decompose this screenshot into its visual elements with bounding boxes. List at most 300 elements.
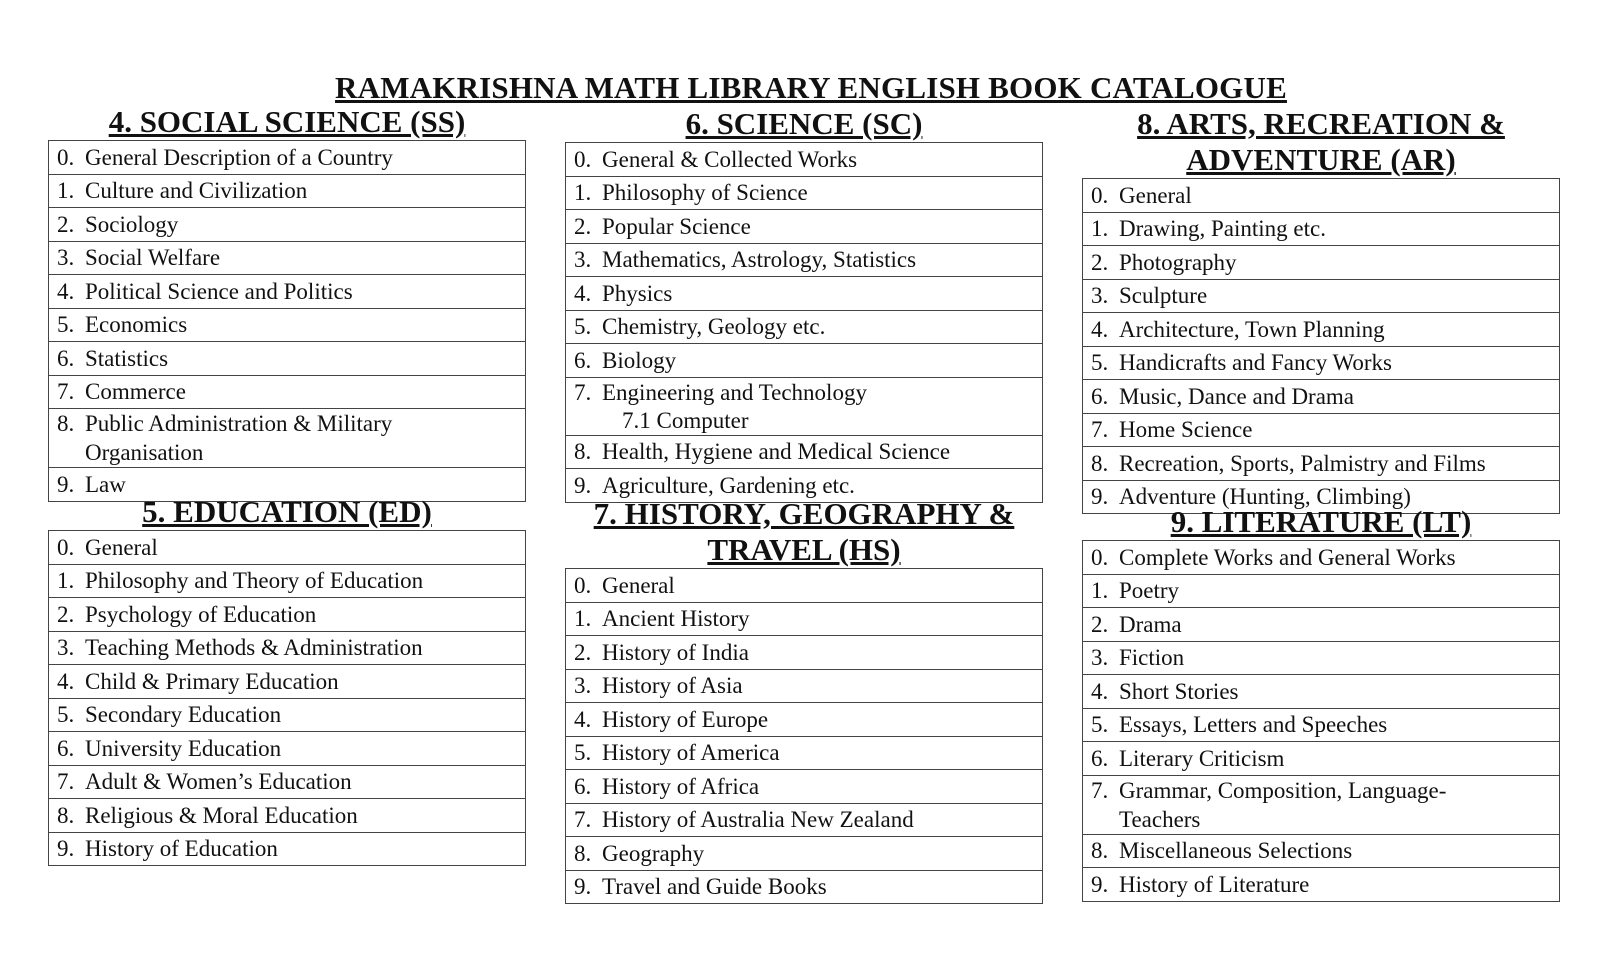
category-number: 7. — [1091, 777, 1109, 803]
category-label: Social Welfare — [85, 245, 221, 271]
category-number: 5. — [57, 702, 75, 728]
category-number: 4. — [574, 280, 592, 306]
category-text-wrap — [1119, 348, 1551, 377]
category-label: Poetry — [1119, 578, 1180, 604]
category-cell — [566, 770, 1043, 804]
category-text-wrap — [85, 600, 517, 629]
category-row — [566, 837, 1043, 871]
category-cell — [49, 698, 526, 732]
category-number: 3. — [574, 247, 592, 273]
category-text-wrap — [85, 409, 517, 467]
category-row — [566, 143, 1043, 177]
category-text-wrap — [602, 772, 1034, 801]
category-text-wrap — [602, 571, 1034, 600]
category-cell — [49, 531, 526, 565]
category-label: Law — [85, 471, 126, 497]
category-number: 1. — [57, 178, 75, 204]
category-label: Political Science and Politics — [85, 278, 353, 304]
category-table — [565, 142, 1043, 503]
category-cell — [1083, 641, 1560, 675]
category-cell — [49, 631, 526, 665]
category-cell — [49, 732, 526, 766]
category-label-continued: Teachers — [1119, 806, 1201, 832]
category-number: 2. — [574, 213, 592, 239]
section-heading — [1082, 504, 1560, 540]
category-row — [49, 732, 526, 766]
category-row — [566, 870, 1043, 904]
category-number: 1. — [574, 606, 592, 632]
category-label: Culture and Civilization — [85, 178, 308, 204]
category-label: Recreation, Sports, Palmistry and Films — [1119, 450, 1486, 476]
category-number: 6. — [1091, 383, 1109, 409]
category-label: Literary Criticism — [1119, 745, 1285, 771]
category-cell — [566, 669, 1043, 703]
category-number: 8. — [574, 439, 592, 465]
category-label: General — [85, 534, 158, 560]
section-arts-recreation-adventure — [1082, 106, 1560, 514]
category-label: Physics — [602, 280, 673, 306]
category-label: Grammar, Composition, Language- — [1119, 777, 1447, 803]
category-row — [566, 803, 1043, 837]
category-row — [566, 176, 1043, 210]
category-row — [1083, 246, 1560, 280]
category-label: History of Australia New Zealand — [602, 807, 914, 833]
category-label: Public Administration & Military — [85, 411, 393, 436]
category-cell — [49, 375, 526, 409]
category-cell — [1083, 313, 1560, 347]
category-text-wrap — [85, 176, 517, 205]
section-history-geography-travel — [565, 496, 1043, 904]
category-row — [49, 342, 526, 376]
category-number: 1. — [1091, 216, 1109, 242]
category-row — [49, 208, 526, 242]
category-number: 0. — [1091, 544, 1109, 570]
category-row — [49, 665, 526, 699]
category-number: 9. — [1091, 871, 1109, 897]
category-cell — [1083, 834, 1560, 868]
category-text-wrap — [85, 310, 517, 339]
category-label: Economics — [85, 312, 188, 338]
category-label: Secondary Education — [85, 702, 282, 728]
category-text-wrap — [1119, 214, 1551, 243]
category-text-wrap — [602, 212, 1034, 241]
category-row — [49, 308, 526, 342]
category-row — [566, 770, 1043, 804]
category-cell — [566, 837, 1043, 871]
category-cell — [566, 435, 1043, 469]
category-number: 7. — [57, 769, 75, 795]
category-cell — [1083, 179, 1560, 213]
category-cell — [566, 176, 1043, 210]
category-text-wrap — [85, 143, 517, 172]
category-cell — [566, 210, 1043, 244]
category-row — [566, 703, 1043, 737]
category-row — [1083, 775, 1560, 834]
category-number: 8. — [1091, 450, 1109, 476]
category-cell — [1083, 380, 1560, 414]
category-row — [1083, 868, 1560, 902]
category-label-continued: Organisation — [85, 440, 204, 465]
category-text-wrap — [1119, 643, 1551, 672]
category-label: Psychology of Education — [85, 601, 317, 627]
category-row — [1083, 179, 1560, 213]
subcategory-label: 7.1 Computer — [622, 407, 749, 433]
category-label: History of America — [602, 740, 780, 766]
category-label: Travel and Guide Books — [602, 874, 827, 900]
category-label: Drawing, Painting etc. — [1119, 216, 1326, 242]
category-text-wrap — [85, 243, 517, 272]
category-cell — [566, 377, 1043, 435]
category-table — [1082, 540, 1560, 902]
category-text-wrap — [1119, 315, 1551, 344]
category-text-wrap — [602, 378, 1034, 435]
category-text-wrap — [602, 145, 1034, 174]
category-cell — [566, 736, 1043, 770]
category-row — [1083, 279, 1560, 313]
category-number: 8. — [57, 411, 75, 436]
category-row — [1083, 346, 1560, 380]
category-text-wrap — [85, 734, 517, 763]
category-text-wrap — [85, 277, 517, 306]
category-text-wrap — [602, 805, 1034, 834]
category-number: 9. — [574, 472, 592, 498]
category-text-wrap — [1119, 870, 1551, 899]
category-label: History of Literature — [1119, 871, 1310, 897]
category-number: 5. — [1091, 350, 1109, 376]
category-number: 3. — [1091, 283, 1109, 309]
category-row — [49, 832, 526, 866]
category-cell — [49, 598, 526, 632]
category-table — [565, 568, 1043, 904]
category-label: History of Asia — [602, 673, 743, 699]
category-text-wrap — [85, 533, 517, 562]
category-row — [1083, 413, 1560, 447]
category-text-wrap — [602, 245, 1034, 274]
category-text-wrap — [602, 738, 1034, 767]
category-number: 9. — [57, 471, 75, 497]
category-label: Music, Dance and Drama — [1119, 383, 1355, 409]
section-heading-line: 9. LITERATURE (LT) — [1170, 504, 1472, 539]
category-table — [48, 530, 526, 866]
category-number: 4. — [57, 668, 75, 694]
category-row — [1083, 608, 1560, 642]
category-number: 7. — [574, 807, 592, 833]
category-number: 8. — [1091, 838, 1109, 864]
category-text-wrap — [602, 839, 1034, 868]
category-row — [1083, 742, 1560, 776]
category-number: 4. — [57, 278, 75, 304]
category-label: Commerce — [85, 379, 186, 405]
category-cell — [566, 143, 1043, 177]
category-text-wrap — [85, 566, 517, 595]
category-text-wrap — [85, 667, 517, 696]
category-row — [49, 631, 526, 665]
category-text-wrap — [602, 638, 1034, 667]
category-number: 1. — [574, 180, 592, 206]
section-heading-line: TRAVEL (HS) — [707, 532, 901, 567]
category-row — [1083, 574, 1560, 608]
category-label: Popular Science — [602, 213, 751, 239]
category-text-wrap — [85, 767, 517, 796]
category-cell — [49, 799, 526, 833]
category-cell — [566, 602, 1043, 636]
category-cell — [49, 141, 526, 175]
section-social-science — [48, 104, 526, 502]
category-cell — [566, 870, 1043, 904]
category-label: Chemistry, Geology etc. — [602, 314, 826, 340]
category-number: 7. — [574, 379, 592, 405]
category-cell — [566, 636, 1043, 670]
category-cell — [1083, 742, 1560, 776]
category-number: 7. — [1091, 417, 1109, 443]
category-number: 4. — [1091, 678, 1109, 704]
category-label: History of India — [602, 639, 749, 665]
category-text-wrap — [1119, 449, 1551, 478]
category-label: Architecture, Town Planning — [1119, 316, 1385, 342]
category-number: 9. — [574, 874, 592, 900]
category-text-wrap — [602, 279, 1034, 308]
category-row — [49, 409, 526, 468]
category-text-wrap — [1119, 281, 1551, 310]
category-text-wrap — [1119, 710, 1551, 739]
category-text-wrap — [602, 178, 1034, 207]
category-number: 4. — [574, 706, 592, 732]
section-heading-line: 7. HISTORY, GEOGRAPHY & — [593, 496, 1015, 531]
section-heading-line: 8. ARTS, RECREATION & — [1137, 106, 1505, 141]
category-cell — [566, 243, 1043, 277]
category-row — [566, 736, 1043, 770]
category-number: 2. — [1091, 611, 1109, 637]
category-row — [1083, 675, 1560, 709]
category-row — [566, 569, 1043, 603]
section-heading-line: 5. EDUCATION (ED) — [142, 494, 432, 529]
category-number: 6. — [1091, 745, 1109, 771]
category-number: 9. — [1091, 484, 1109, 510]
category-row — [1083, 380, 1560, 414]
category-text-wrap — [1119, 576, 1551, 605]
category-text-wrap — [85, 633, 517, 662]
section-literature — [1082, 504, 1560, 902]
category-label: General Description of a Country — [85, 144, 393, 170]
category-number: 5. — [1091, 712, 1109, 738]
category-label: Statistics — [85, 345, 169, 371]
section-science — [565, 106, 1043, 503]
category-number: 0. — [574, 572, 592, 598]
category-cell — [566, 310, 1043, 344]
category-number: 2. — [57, 601, 75, 627]
category-label: Fiction — [1119, 645, 1185, 671]
category-row — [49, 375, 526, 409]
category-number: 6. — [574, 347, 592, 373]
category-cell — [1083, 775, 1560, 834]
section-heading — [48, 494, 526, 530]
category-cell — [1083, 574, 1560, 608]
category-text-wrap — [602, 705, 1034, 734]
category-cell — [1083, 608, 1560, 642]
category-number: 0. — [1091, 182, 1109, 208]
category-row — [566, 277, 1043, 311]
category-label: Complete Works and General Works — [1119, 544, 1456, 570]
section-heading-line: 4. SOCIAL SCIENCE (SS) — [108, 104, 466, 139]
category-label: Drama — [1119, 611, 1182, 637]
category-text-wrap — [1119, 744, 1551, 773]
category-row — [566, 210, 1043, 244]
category-number: 8. — [574, 840, 592, 866]
category-number: 0. — [574, 146, 592, 172]
category-cell — [1083, 868, 1560, 902]
category-cell — [566, 803, 1043, 837]
category-number: 8. — [57, 802, 75, 828]
category-row — [566, 669, 1043, 703]
category-row — [49, 241, 526, 275]
category-cell — [1083, 708, 1560, 742]
category-number: 2. — [574, 639, 592, 665]
category-label: University Education — [85, 735, 282, 761]
category-row — [49, 141, 526, 175]
category-number: 2. — [57, 211, 75, 237]
category-cell — [49, 208, 526, 242]
category-row — [49, 531, 526, 565]
category-row — [49, 799, 526, 833]
category-cell — [49, 342, 526, 376]
category-row — [1083, 708, 1560, 742]
category-label: Adult & Women’s Education — [85, 769, 352, 795]
category-label: General & Collected Works — [602, 146, 858, 172]
category-number: 4. — [1091, 316, 1109, 342]
category-row — [1083, 641, 1560, 675]
category-row — [49, 765, 526, 799]
category-number: 6. — [57, 345, 75, 371]
category-label: Photography — [1119, 249, 1237, 275]
category-cell — [1083, 279, 1560, 313]
category-label: Geography — [602, 840, 705, 866]
category-row — [566, 435, 1043, 469]
category-number: 6. — [57, 735, 75, 761]
category-cell — [1083, 346, 1560, 380]
category-number: 0. — [57, 144, 75, 170]
category-cell — [49, 241, 526, 275]
category-text-wrap — [85, 210, 517, 239]
category-text-wrap — [1119, 382, 1551, 411]
category-row — [49, 564, 526, 598]
category-label: Biology — [602, 347, 677, 373]
category-cell — [49, 564, 526, 598]
category-label: General — [1119, 182, 1192, 208]
category-cell — [1083, 212, 1560, 246]
category-cell — [49, 174, 526, 208]
category-cell — [49, 409, 526, 468]
category-row — [49, 598, 526, 632]
category-label: Health, Hygiene and Medical Science — [602, 439, 951, 465]
section-heading-line: 6. SCIENCE (SC) — [685, 106, 923, 141]
category-text-wrap — [602, 671, 1034, 700]
category-row — [1083, 541, 1560, 575]
category-number: 3. — [1091, 645, 1109, 671]
category-label: Home Science — [1119, 417, 1253, 443]
category-text-wrap — [1119, 248, 1551, 277]
section-heading-line: ADVENTURE (AR) — [1186, 142, 1456, 177]
category-label: Essays, Letters and Speeches — [1119, 712, 1388, 738]
category-row — [1083, 834, 1560, 868]
category-number: 3. — [574, 673, 592, 699]
category-label: Short Stories — [1119, 678, 1239, 704]
category-label: General — [602, 572, 675, 598]
category-row — [566, 377, 1043, 435]
category-cell — [1083, 675, 1560, 709]
category-text-wrap — [1119, 776, 1551, 834]
category-text-wrap — [1119, 836, 1551, 865]
category-number: 5. — [57, 312, 75, 338]
category-row — [1083, 447, 1560, 481]
category-cell — [49, 765, 526, 799]
category-text-wrap — [602, 872, 1034, 901]
category-number: 0. — [57, 534, 75, 560]
category-label: Religious & Moral Education — [85, 802, 358, 828]
category-row — [1083, 313, 1560, 347]
category-cell — [49, 308, 526, 342]
category-cell — [1083, 447, 1560, 481]
category-number: 6. — [574, 773, 592, 799]
category-text-wrap — [1119, 181, 1551, 210]
category-text-wrap — [85, 801, 517, 830]
section-heading — [1082, 106, 1560, 178]
category-label: Philosophy of Science — [602, 180, 808, 206]
category-label: Sculpture — [1119, 283, 1208, 309]
category-label: Ancient History — [602, 606, 750, 632]
category-row — [566, 243, 1043, 277]
category-label: Adventure (Hunting, Climbing) — [1119, 484, 1411, 510]
section-heading — [565, 496, 1043, 568]
section-heading — [48, 104, 526, 140]
category-number: 1. — [1091, 578, 1109, 604]
page-title: RAMAKRISHNA MATH LIBRARY ENGLISH BOOK CATALOGUE — [335, 70, 1287, 105]
category-cell — [566, 277, 1043, 311]
category-cell — [566, 569, 1043, 603]
category-number: 3. — [57, 635, 75, 661]
category-row — [1083, 212, 1560, 246]
category-label: Teaching Methods & Administration — [85, 635, 423, 661]
category-label: Philosophy and Theory of Education — [85, 568, 424, 594]
category-cell — [566, 344, 1043, 378]
category-row — [566, 602, 1043, 636]
category-cell — [49, 665, 526, 699]
category-label: Handicrafts and Fancy Works — [1119, 350, 1393, 376]
category-label: Child & Primary Education — [85, 668, 339, 694]
category-number: 1. — [57, 568, 75, 594]
category-row — [566, 310, 1043, 344]
category-text-wrap — [1119, 610, 1551, 639]
category-table — [48, 140, 526, 502]
category-row — [49, 275, 526, 309]
section-education — [48, 494, 526, 866]
category-text-wrap — [85, 834, 517, 863]
category-label: Sociology — [85, 211, 179, 237]
category-label: History of Europe — [602, 706, 769, 732]
category-row — [566, 344, 1043, 378]
category-cell — [1083, 541, 1560, 575]
category-text-wrap — [1119, 543, 1551, 572]
category-text-wrap — [85, 700, 517, 729]
category-number: 3. — [57, 245, 75, 271]
category-label: History of Education — [85, 836, 278, 862]
category-label: Engineering and Technology — [602, 379, 867, 405]
category-row — [49, 698, 526, 732]
category-cell — [49, 275, 526, 309]
category-text-wrap — [85, 344, 517, 373]
section-heading — [565, 106, 1043, 142]
category-cell — [1083, 246, 1560, 280]
category-label: Miscellaneous Selections — [1119, 838, 1353, 864]
